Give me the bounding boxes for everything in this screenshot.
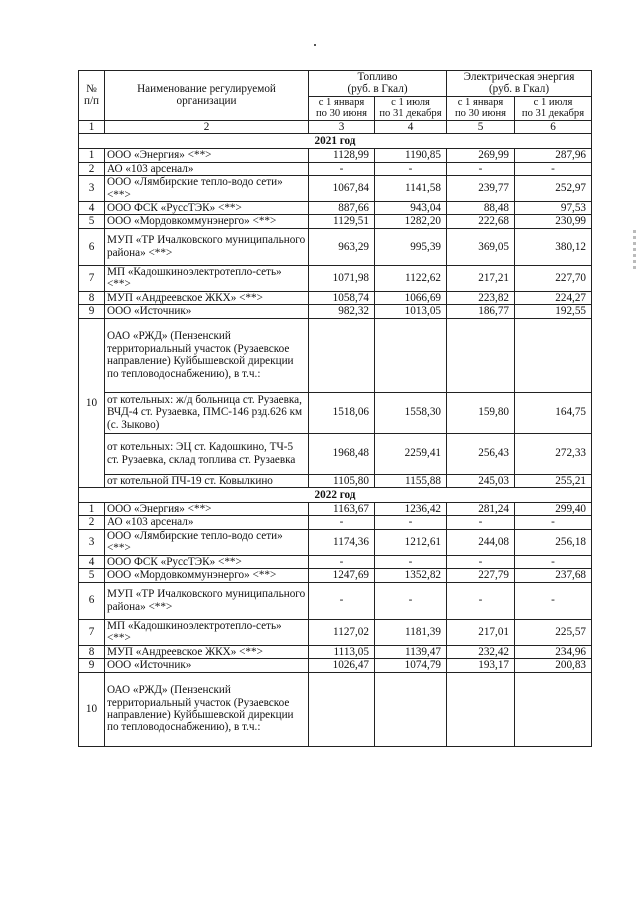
tariff-value: -	[309, 555, 375, 568]
header-num: № п/п	[79, 71, 105, 121]
tariff-value: 1128,99	[309, 149, 375, 162]
org-name: ООО ФСК «РуссТЭК» <**>	[105, 555, 309, 568]
tariff-value: 255,21	[515, 474, 592, 487]
table-row	[79, 228, 592, 265]
row-number: 10	[79, 318, 105, 487]
tariff-value: 1122,62	[375, 265, 447, 291]
tariff-value: 1127,02	[309, 619, 375, 645]
year-row	[79, 134, 592, 149]
tariff-value: 1174,36	[309, 529, 375, 555]
tariff-value-empty	[447, 318, 515, 392]
table-row	[79, 659, 592, 672]
table-row	[79, 503, 592, 516]
tariff-value: -	[375, 516, 447, 529]
tariff-value: -	[447, 555, 515, 568]
org-name: ООО «Источник»	[105, 305, 309, 318]
table-row	[79, 582, 592, 619]
tariff-value: 244,08	[447, 529, 515, 555]
tariff-value: 1518,06	[309, 392, 375, 433]
table-row	[79, 529, 592, 555]
org-name: МУП «ТР Ичалковского муниципального района» <**>	[105, 228, 309, 265]
tariff-value: 380,12	[515, 228, 592, 265]
row-number: 8	[79, 645, 105, 658]
tariff-value-empty	[515, 672, 592, 746]
tariff-value: 287,96	[515, 149, 592, 162]
org-name: ООО «Энергия» <**>	[105, 503, 309, 516]
header-fuel: Топливо (руб. в Гкал)	[309, 71, 447, 97]
tariff-value: 200,83	[515, 659, 592, 672]
tariff-value: 227,70	[515, 265, 592, 291]
tariff-value: 256,43	[447, 433, 515, 474]
tariff-value: 1066,69	[375, 291, 447, 304]
table-row	[79, 176, 592, 202]
tariff-value: 269,99	[447, 149, 515, 162]
tariff-value: 281,24	[447, 503, 515, 516]
tariff-value: 245,03	[447, 474, 515, 487]
org-name: ООО «Мордовкоммунэнерго» <**>	[105, 215, 309, 228]
tariff-value: 1190,85	[375, 149, 447, 162]
scan-speck	[314, 44, 316, 46]
tariff-value: 256,18	[515, 529, 592, 555]
table-row	[79, 291, 592, 304]
colnum: 4	[375, 120, 447, 133]
header-period-elec-h1: с 1 января по 30 июня	[447, 96, 515, 120]
tariff-value-empty	[375, 672, 447, 746]
org-name: ООО «Лямбирские тепло-водо сети» <**>	[105, 176, 309, 202]
header-electricity: Электрическая энергия (руб. в Гкал)	[447, 71, 592, 97]
tariff-value: 164,75	[515, 392, 592, 433]
tariff-value: -	[375, 582, 447, 619]
org-name: АО «103 арсенал»	[105, 516, 309, 529]
header-period-fuel-h2: с 1 июля по 31 декабря	[375, 96, 447, 120]
org-name: ОАО «РЖД» (Пензенский территориальный участок (Рузаевское направление) Куйбышевской дирекции по тепловодоснабжению), в т.ч.:	[105, 318, 309, 392]
tariff-value: 224,27	[515, 291, 592, 304]
org-name: ООО «Мордовкоммунэнерго» <**>	[105, 569, 309, 582]
tariff-value: 1163,67	[309, 503, 375, 516]
tariff-value: 193,17	[447, 659, 515, 672]
year-label: 2022 год	[79, 488, 592, 503]
tariff-value: 225,57	[515, 619, 592, 645]
table-row	[79, 619, 592, 645]
row-number: 9	[79, 659, 105, 672]
row-number: 9	[79, 305, 105, 318]
colnum: 5	[447, 120, 515, 133]
tariff-value: 217,01	[447, 619, 515, 645]
org-subitem-name: от котельных: ж/д больница ст. Рузаевка, ВЧД-4 ст. Рузаевка, ПМС-146 рзд.626 км (с. Зыково)	[105, 392, 309, 433]
table-row	[79, 162, 592, 175]
colnum: 6	[515, 120, 592, 133]
tariff-value: 272,33	[515, 433, 592, 474]
tariff-value: 223,82	[447, 291, 515, 304]
row-number: 6	[79, 228, 105, 265]
tariff-value: 887,66	[309, 202, 375, 215]
tariff-value-empty	[309, 318, 375, 392]
table-row-subitem	[79, 474, 592, 487]
tariff-value: 982,32	[309, 305, 375, 318]
tariff-value: -	[515, 582, 592, 619]
row-number: 2	[79, 516, 105, 529]
tariff-value: 1105,80	[309, 474, 375, 487]
org-name: ООО «Энергия» <**>	[105, 149, 309, 162]
org-name: АО «103 арсенал»	[105, 162, 309, 175]
tariff-value: -	[515, 555, 592, 568]
tariff-value: -	[309, 516, 375, 529]
year-row	[79, 488, 592, 503]
org-subitem-name: от котельных: ЭЦ ст. Кадошкино, ТЧ-5 ст. Рузаевка, склад топлива ст. Рузаевка	[105, 433, 309, 474]
tariff-value: 1558,30	[375, 392, 447, 433]
tariff-value-empty	[515, 318, 592, 392]
org-subitem-name: от котельной ПЧ-19 ст. Ковылкино	[105, 474, 309, 487]
org-name: МУП «ТР Ичалковского муниципального района» <**>	[105, 582, 309, 619]
tariff-value: 1071,98	[309, 265, 375, 291]
scan-edge-mark	[633, 230, 636, 270]
row-number: 1	[79, 503, 105, 516]
header-org-name: Наименование регулируемой организации	[105, 71, 309, 121]
tariff-value: 159,80	[447, 392, 515, 433]
tariff-value: 369,05	[447, 228, 515, 265]
tariff-value: -	[447, 582, 515, 619]
tariff-value: 1129,51	[309, 215, 375, 228]
tariff-value: 239,77	[447, 176, 515, 202]
table-row	[79, 516, 592, 529]
tariff-value: 227,79	[447, 569, 515, 582]
tariff-value: 97,53	[515, 202, 592, 215]
tariff-value: 1155,88	[375, 474, 447, 487]
tariff-value: -	[375, 162, 447, 175]
tariff-value: 1113,05	[309, 645, 375, 658]
table-row	[79, 569, 592, 582]
tariff-value: 1352,82	[375, 569, 447, 582]
tariff-value: 1058,74	[309, 291, 375, 304]
row-number: 3	[79, 176, 105, 202]
org-name: ОАО «РЖД» (Пензенский территориальный участок (Рузаевское направление) Куйбышевской дирекции по тепловодоснабжению), в т.ч.:	[105, 672, 309, 746]
org-name: ООО «Источник»	[105, 659, 309, 672]
table-row	[79, 645, 592, 658]
colnum: 2	[105, 120, 309, 133]
tariff-value: 963,29	[309, 228, 375, 265]
tariff-value: 1026,47	[309, 659, 375, 672]
org-name: ООО ФСК «РуссТЭК» <**>	[105, 202, 309, 215]
colnum: 1	[79, 120, 105, 133]
tariff-value: -	[309, 582, 375, 619]
tariff-value: 88,48	[447, 202, 515, 215]
tariff-value: 1067,84	[309, 176, 375, 202]
tariff-value: 943,04	[375, 202, 447, 215]
tariff-value: 252,97	[515, 176, 592, 202]
row-number: 7	[79, 619, 105, 645]
tariff-value: 1141,58	[375, 176, 447, 202]
row-number: 7	[79, 265, 105, 291]
tariff-value: 232,42	[447, 645, 515, 658]
table-row	[79, 555, 592, 568]
tariff-table	[78, 70, 592, 747]
tariff-value-empty	[447, 672, 515, 746]
tariff-value: 1247,69	[309, 569, 375, 582]
tariff-value: -	[375, 555, 447, 568]
table-row	[79, 265, 592, 291]
tariff-value-empty	[309, 672, 375, 746]
tariff-value: 222,68	[447, 215, 515, 228]
table-row-subitem	[79, 433, 592, 474]
org-name: МП «Кадошкиноэлектротепло-сеть» <**>	[105, 265, 309, 291]
tariff-value: -	[309, 162, 375, 175]
tariff-value: 1236,42	[375, 503, 447, 516]
row-number: 5	[79, 215, 105, 228]
tariff-value: 2259,41	[375, 433, 447, 474]
org-name: МП «Кадошкиноэлектротепло-сеть» <**>	[105, 619, 309, 645]
table-row	[79, 305, 592, 318]
colnum: 3	[309, 120, 375, 133]
header-period-elec-h2: с 1 июля по 31 декабря	[515, 96, 592, 120]
row-number: 6	[79, 582, 105, 619]
row-number: 8	[79, 291, 105, 304]
tariff-value: 186,77	[447, 305, 515, 318]
org-name: МУП «Андреевское ЖКХ» <**>	[105, 291, 309, 304]
row-number: 1	[79, 149, 105, 162]
tariff-value: 237,68	[515, 569, 592, 582]
tariff-value: 1212,61	[375, 529, 447, 555]
table-row	[79, 202, 592, 215]
tariff-value: 1139,47	[375, 645, 447, 658]
org-name: ООО «Лямбирские тепло-водо сети» <**>	[105, 529, 309, 555]
header-period-fuel-h1: с 1 января по 30 июня	[309, 96, 375, 120]
table-row	[79, 215, 592, 228]
tariff-value: 217,21	[447, 265, 515, 291]
tariff-value: 299,40	[515, 503, 592, 516]
tariff-value: -	[515, 162, 592, 175]
tariff-value: 1968,48	[309, 433, 375, 474]
table-row-subitem	[79, 392, 592, 433]
row-number: 2	[79, 162, 105, 175]
table-row	[79, 149, 592, 162]
tariff-value: -	[447, 162, 515, 175]
table-row-rzd	[79, 672, 592, 746]
org-name: МУП «Андреевское ЖКХ» <**>	[105, 645, 309, 658]
row-number: 5	[79, 569, 105, 582]
tariff-value: 995,39	[375, 228, 447, 265]
tariff-value: 234,96	[515, 645, 592, 658]
row-number: 10	[79, 672, 105, 746]
tariff-value: 1282,20	[375, 215, 447, 228]
table-row-rzd	[79, 318, 592, 392]
row-number: 4	[79, 202, 105, 215]
tariff-value: 1074,79	[375, 659, 447, 672]
tariff-value: 1181,39	[375, 619, 447, 645]
tariff-value: -	[447, 516, 515, 529]
tariff-value-empty	[375, 318, 447, 392]
tariff-value: -	[515, 516, 592, 529]
row-number: 3	[79, 529, 105, 555]
year-label: 2021 год	[79, 134, 592, 149]
tariff-value: 1013,05	[375, 305, 447, 318]
tariff-value: 192,55	[515, 305, 592, 318]
row-number: 4	[79, 555, 105, 568]
tariff-value: 230,99	[515, 215, 592, 228]
